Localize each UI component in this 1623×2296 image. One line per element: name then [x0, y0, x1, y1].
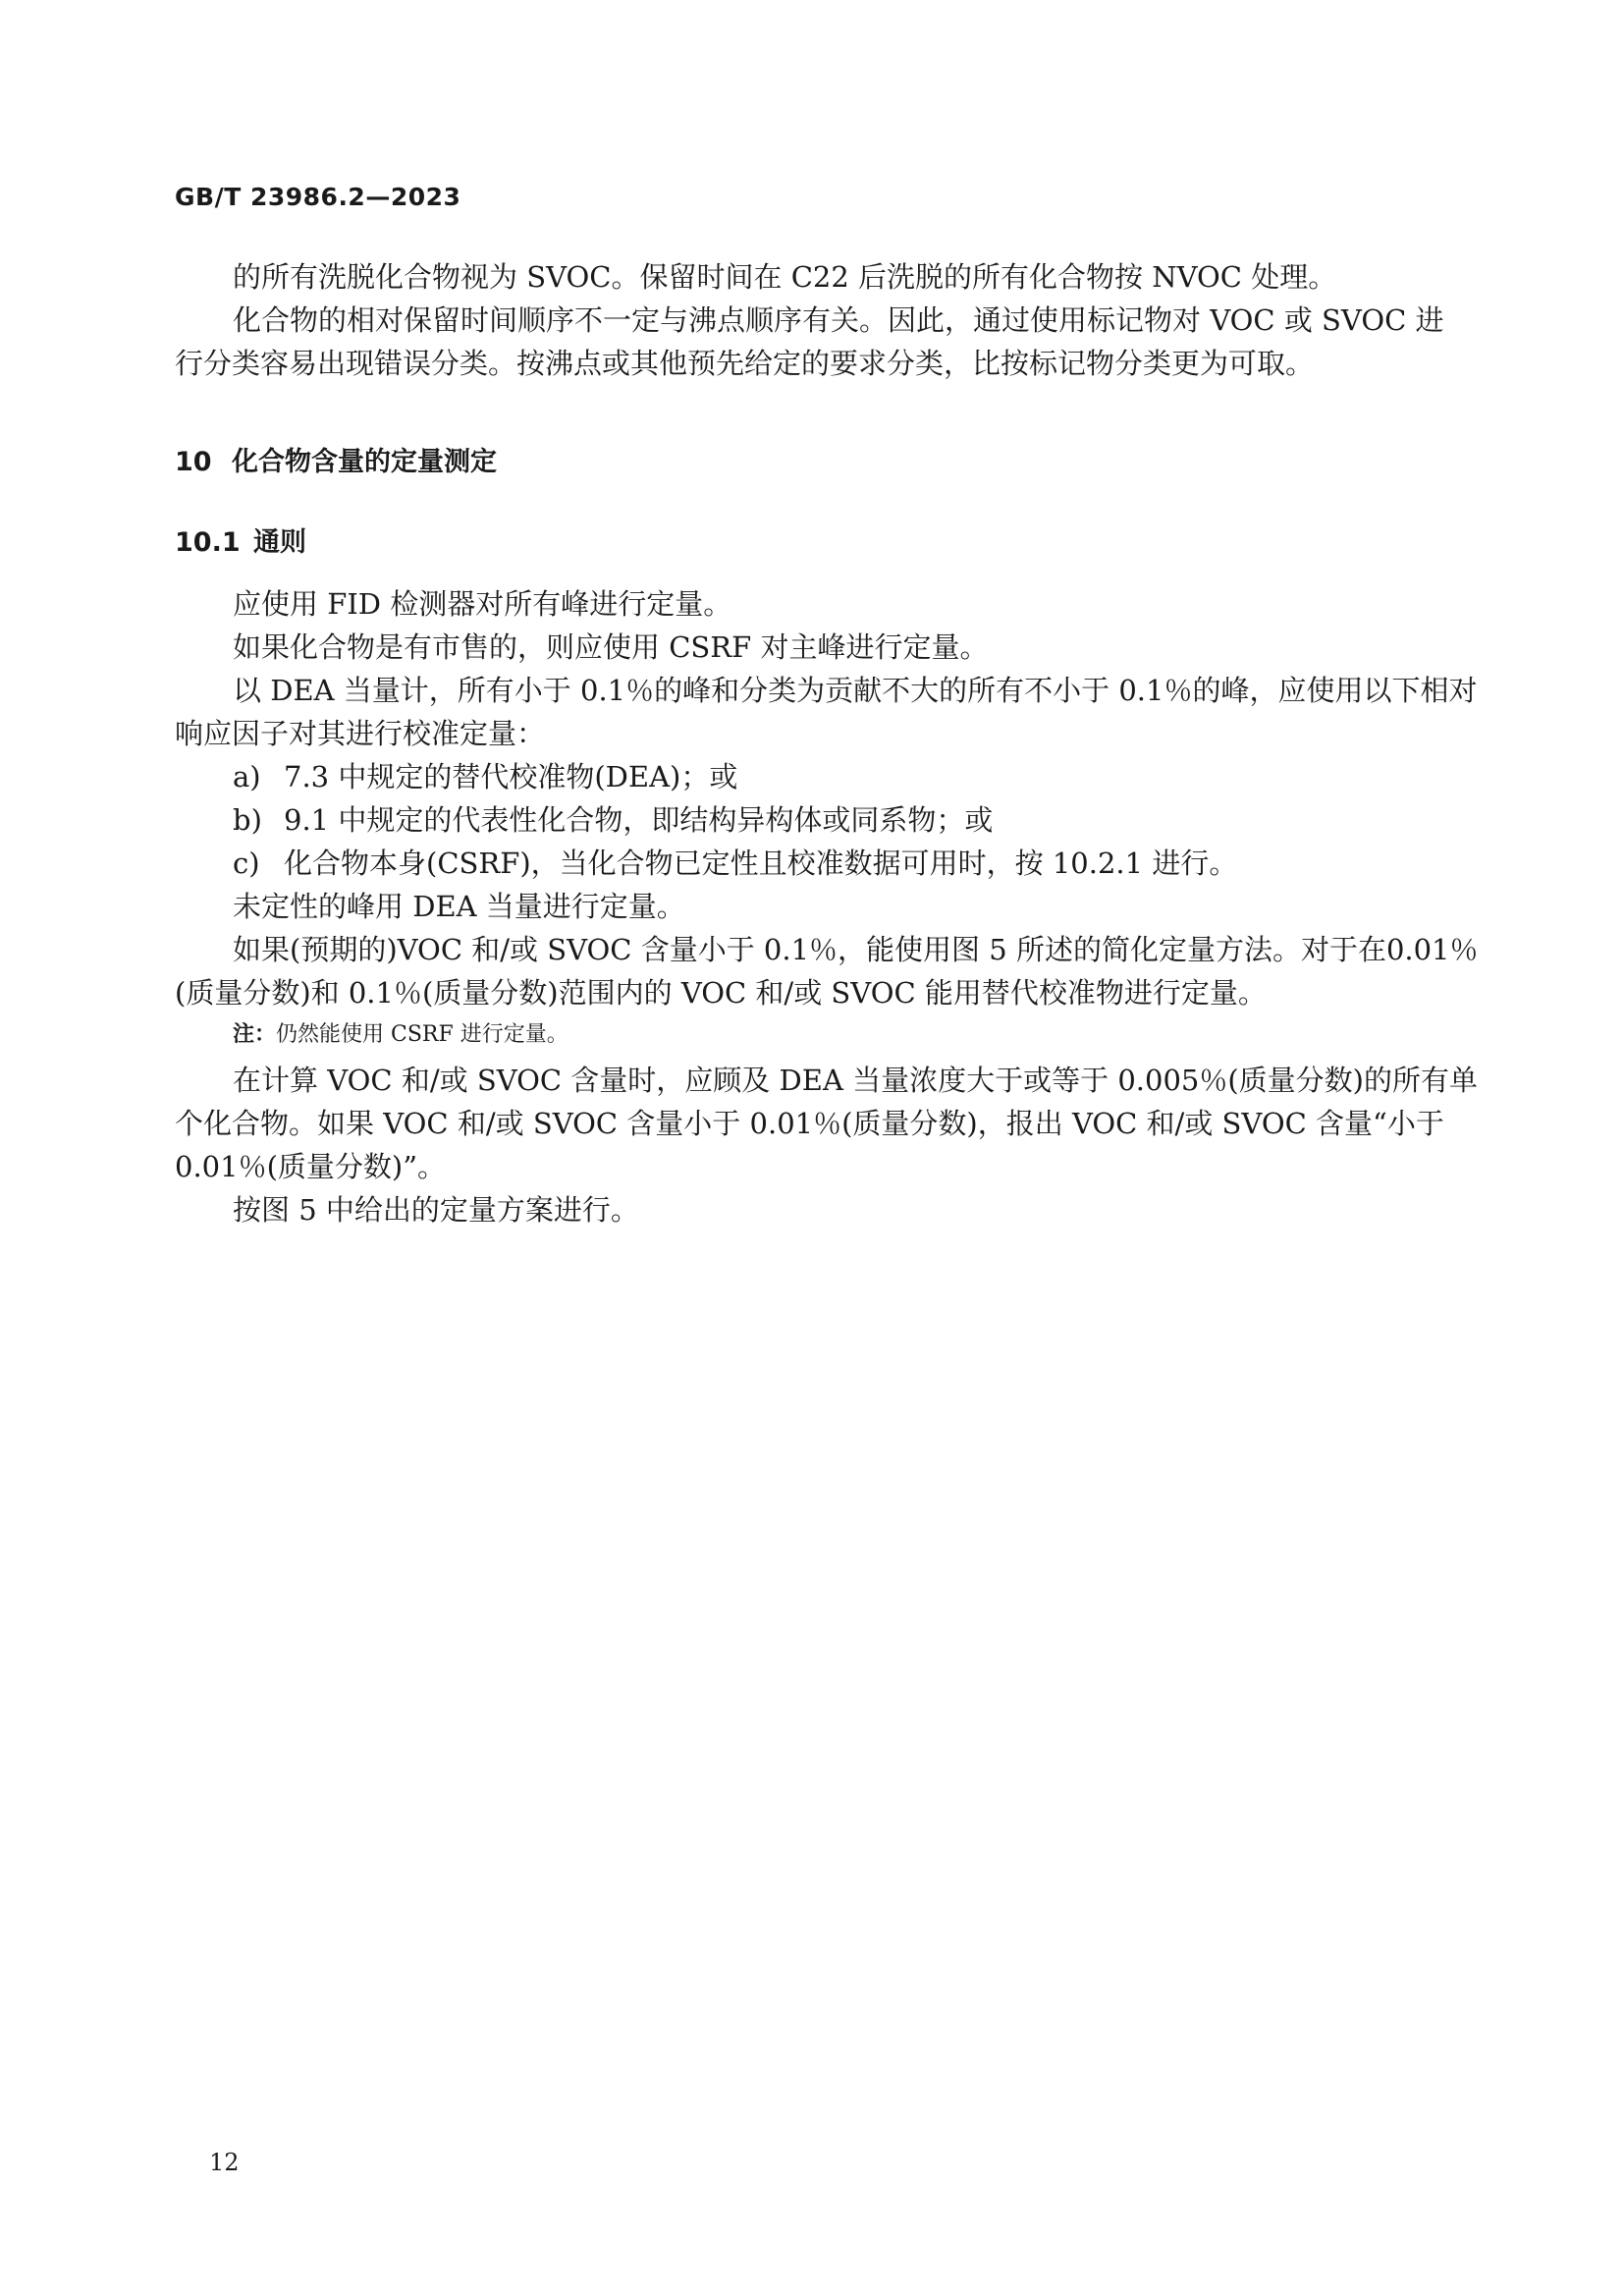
- subsection-title: 通则: [253, 527, 306, 558]
- paragraph-line: 化合物的相对保留时间顺序不一定与沸点顺序有关。因此，通过使用标记物对 VOC 或 SVOC 进: [233, 303, 1444, 337]
- paragraph-line: 响应因子对其进行校准定量：: [175, 717, 546, 750]
- subsection-number: 10.1: [175, 527, 241, 558]
- standard-code-header: GB/T 23986.2—2023: [175, 183, 461, 211]
- paragraph-line: 行分类容易出现错误分类。按沸点或其他预先给定的要求分类，比按标记物分类更为可取。: [175, 347, 1315, 380]
- paragraph-line: 0.01％(质量分数)”。: [175, 1150, 447, 1183]
- paragraph-line: 未定性的峰用 DEA 当量进行定量。: [233, 890, 685, 923]
- paragraph-line: 如果(预期的)VOC 和/或 SVOC 含量小于 0.1％，能使用图 5 所述的简化定量方法。对于在0.01％: [233, 933, 1479, 966]
- list-marker: c): [233, 847, 260, 880]
- list-item-text: 化合物本身(CSRF)，当化合物已定性且校准数据可用时，按 10.2.1 进行。: [284, 847, 1238, 880]
- paragraph-line: 个化合物。如果 VOC 和/或 SVOC 含量小于 0.01％(质量分数)，报出 VOC 和/或 SVOC 含量“小于: [175, 1107, 1444, 1140]
- section-heading: [175, 440, 497, 478]
- subsection-heading: [175, 520, 306, 559]
- paragraph-line: (质量分数)和 0.1％(质量分数)范围内的 VOC 和/或 SVOC 能用替代校准物进行定量。: [175, 976, 1267, 1010]
- page-number: 12: [209, 2149, 240, 2176]
- paragraph-line: 如果化合物是有市售的，则应使用 CSRF 对主峰进行定量。: [233, 630, 989, 664]
- section-title: 化合物含量的定量测定: [232, 447, 497, 477]
- section-number: 10: [175, 447, 212, 477]
- note-text: 仍然能使用 CSRF 进行定量。: [276, 1022, 568, 1047]
- note-label: 注：: [233, 1022, 277, 1047]
- list-item: [233, 757, 737, 796]
- note: [233, 1019, 568, 1051]
- list-item-text: 9.1 中规定的代表性化合物，即结构异构体或同系物；或: [284, 803, 994, 837]
- paragraph-line: 的所有洗脱化合物视为 SVOC。保留时间在 C22 后洗脱的所有化合物按 NVOC 处理。: [233, 260, 1337, 294]
- paragraph-line: 按图 5 中给出的定量方案进行。: [233, 1193, 639, 1227]
- list-item-text: 7.3 中规定的替代校准物(DEA)；或: [284, 760, 738, 793]
- paragraph-line: 在计算 VOC 和/或 SVOC 含量时，应顾及 DEA 当量浓度大于或等于 0.005％(质量分数)的所有单: [233, 1064, 1478, 1097]
- paragraph-line: 以 DEA 当量计，所有小于 0.1％的峰和分类为贡献不大的所有不小于 0.1％的峰，应使用以下相对: [233, 674, 1478, 707]
- list-item: [233, 800, 993, 840]
- paragraph-line: 应使用 FID 检测器对所有峰进行定量。: [233, 587, 732, 621]
- list-item: [233, 844, 1237, 883]
- list-marker: a): [233, 760, 261, 793]
- list-marker: b): [233, 803, 262, 837]
